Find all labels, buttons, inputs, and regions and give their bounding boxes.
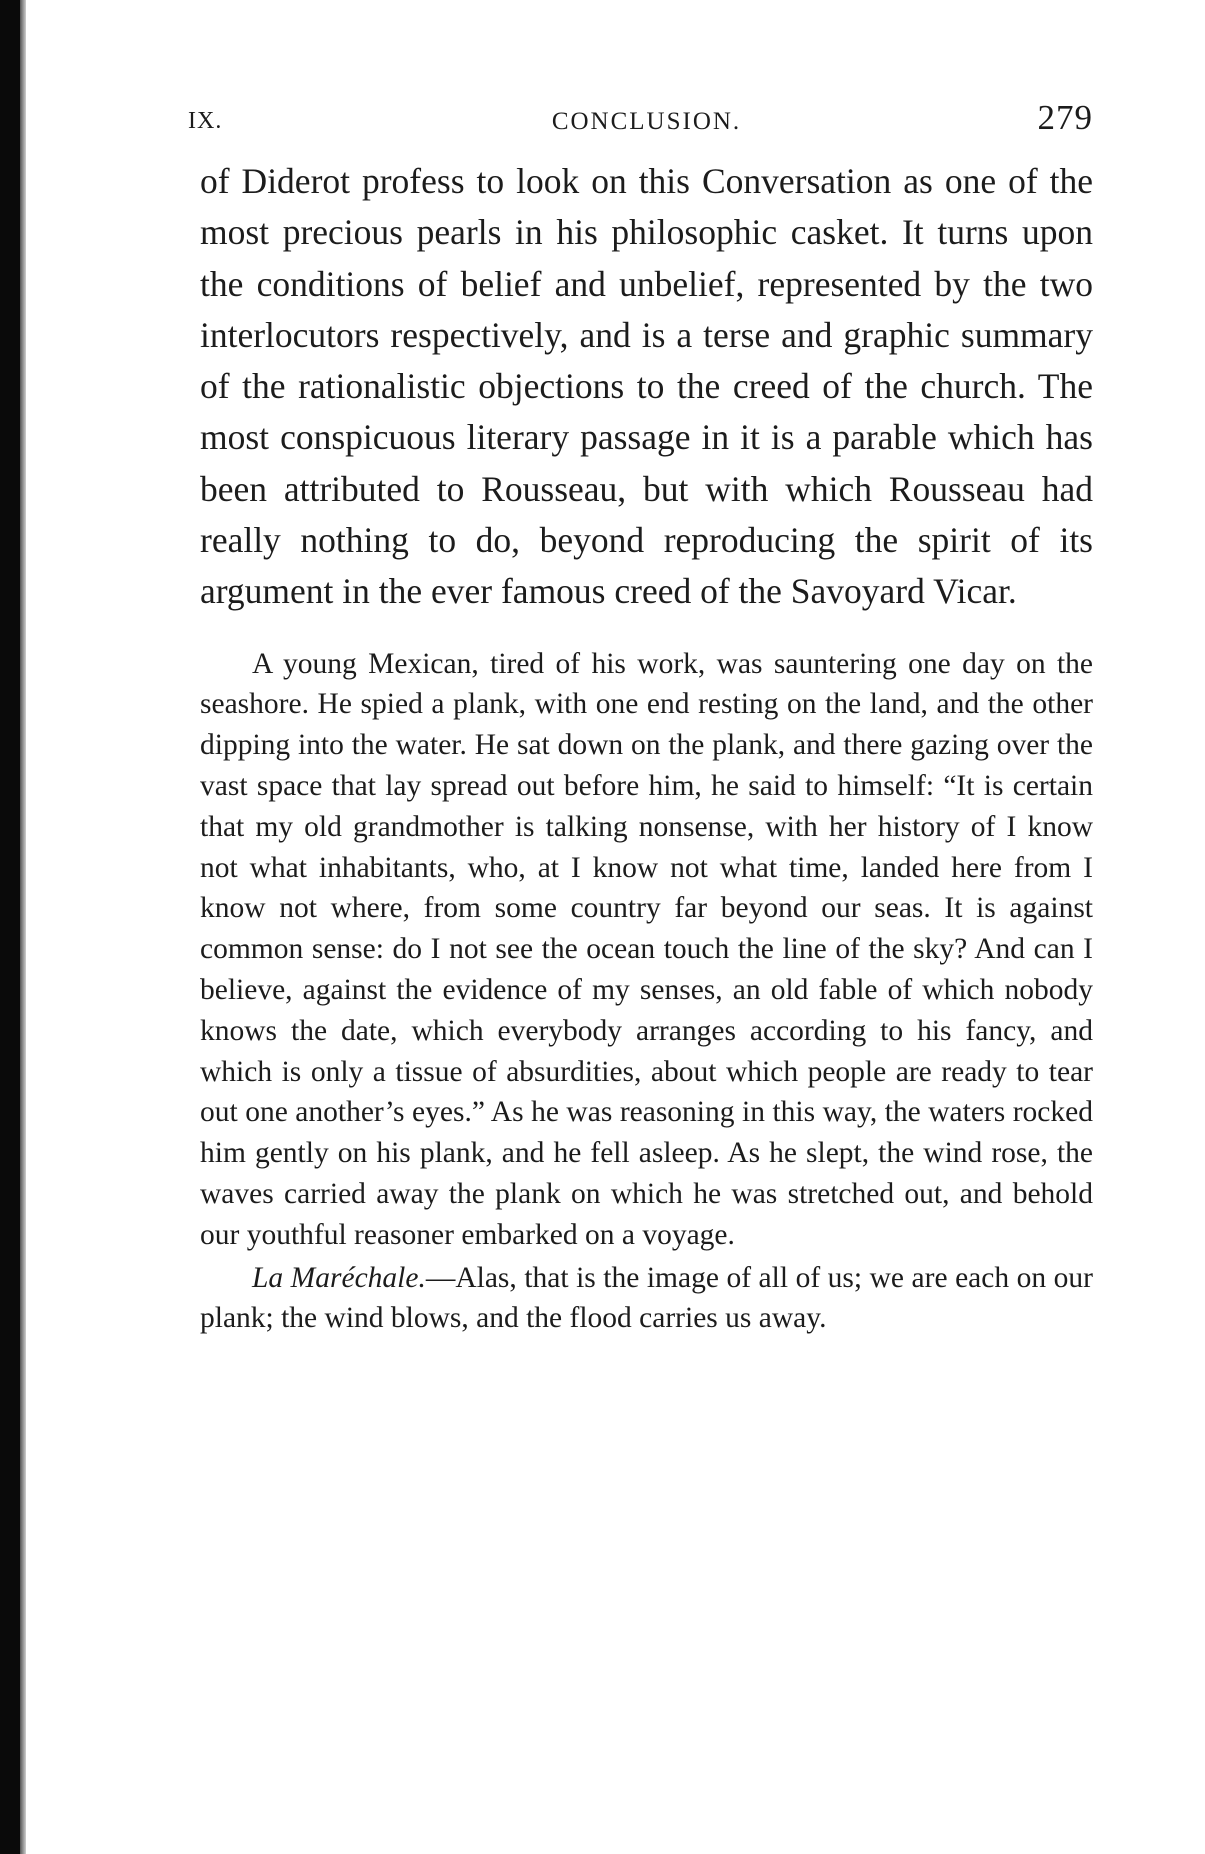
running-head [188, 92, 1093, 152]
chapter-title: CONCLUSION. [551, 108, 742, 135]
page-binding-edge [0, 0, 20, 1854]
page-number: 279 [1037, 98, 1093, 137]
speaker-name: La Maréchale. [252, 1261, 426, 1294]
book-page [188, 92, 1093, 1339]
reply-text: —Alas, that is the image of all of us; we are each on our plank; the wind blows, and the flood carries us away. [200, 1261, 1093, 1335]
page-binding-shadow [20, 0, 26, 1854]
reply-paragraph [200, 1258, 1093, 1340]
parable-paragraph: A young Mexican, tired of his work, was sauntering one day on the seashore. He spied a plank, with one end resting on the land, and the other dipping into the water. He sat down on the plank, and there gazing over the vast space that lay spread out before him, he said to himself: “It is certain that my old grandmother is talking nonsense, with her history of I know not what inhabitants, who, at I know not what time, landed here from I know not where, from some country far beyond our seas. It is against common sense: do I not see the ocean touch the line of the sky? And can I believe, against the evidence of my senses, an old fable of which nobody knows the date, which everybody arranges according to his fancy, and which is only a tissue of absurdities, about which people are ready to tear out one another’s eyes.” As he was reasoning in this way, the waters rocked him gently on his plank, and he fell asleep. As he slept, the wind rose, the waves carried away the plank on which he was stretched out, and behold our youthful reasoner embarked on a voyage. [200, 647, 1093, 1251]
main-paragraph: of Diderot profess to look on this Conversation as one of the most precious pearls in his philosophic casket. It turns upon the conditions of belief and unbelief, represented by the two interlocutors respectively, and is a terse and graphic summary of the rationalistic objections to the creed of the church. The most conspicuous literary passage in it is a parable which has been attributed to Rousseau, but with which Rousseau had really nothing to do, beyond reproducing the spirit of its argument in the ever famous creed of the Savoyard Vicar. [200, 161, 1093, 612]
chapter-number: IX. [188, 108, 223, 134]
